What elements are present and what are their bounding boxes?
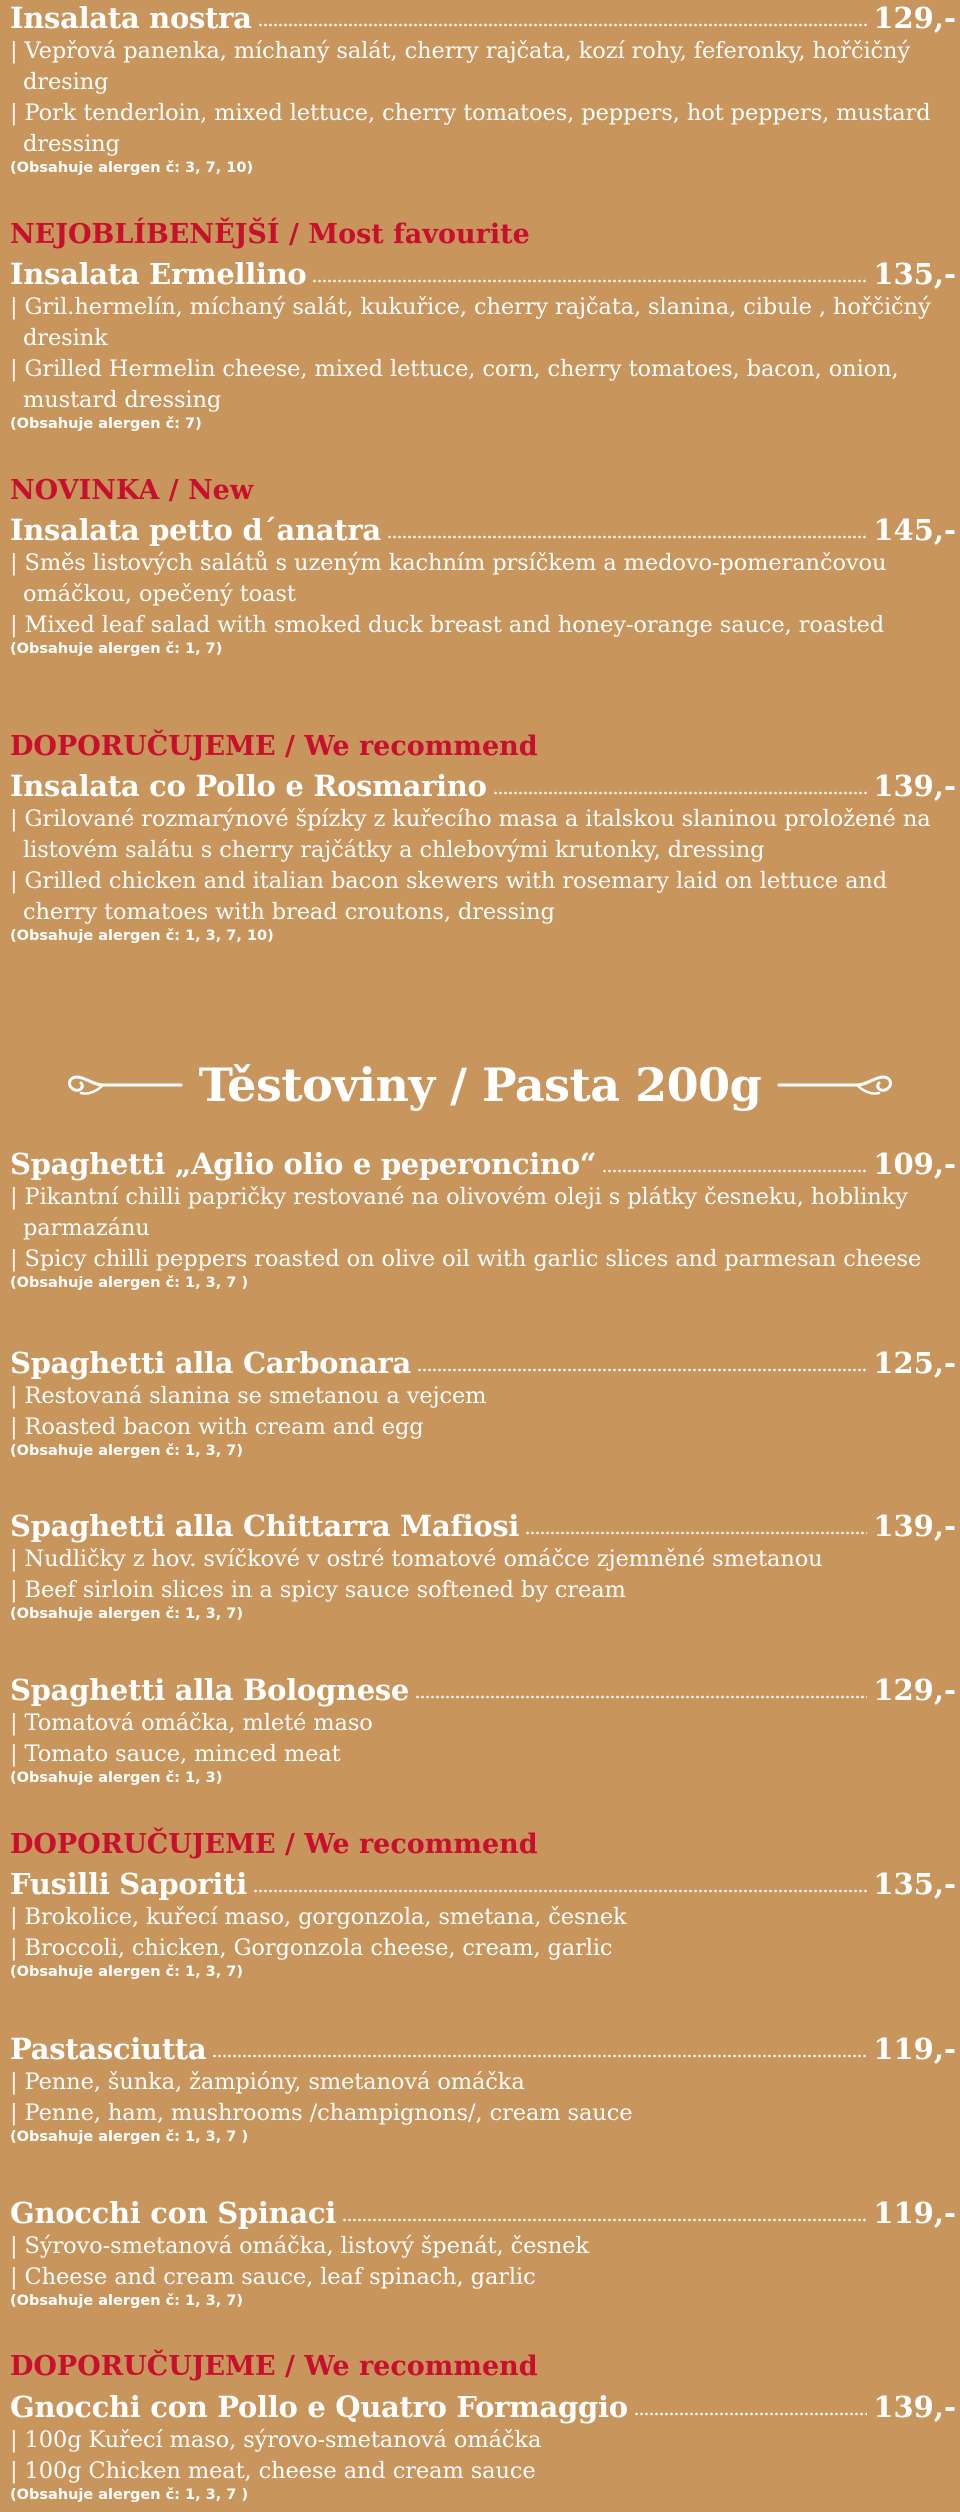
tag-we-recommend: DOPORUČUJEME / We recommend bbox=[10, 731, 538, 762]
tag-we-recommend: DOPORUČUJEME / We recommend bbox=[10, 2351, 538, 2382]
item-desc-en: | Grilled chicken and italian bacon skewers with rosemary laid on lettuce and cherry tomatoes with bread croutons, dressing bbox=[10, 866, 956, 928]
item-name: Pastasciutta bbox=[10, 2032, 207, 2066]
item-price: 119,- bbox=[873, 2032, 956, 2066]
item-desc-en: | Penne, ham, mushrooms /champignons/, cream sauce bbox=[10, 2098, 956, 2129]
item-allergen: (Obsahuje alergen č: 1, 3, 7, 10) bbox=[10, 928, 274, 944]
item-allergen: (Obsahuje alergen č: 3, 7, 10) bbox=[10, 160, 254, 176]
item-allergen: (Obsahuje alergen č: 1, 3) bbox=[10, 1770, 223, 1786]
item-price: 135,- bbox=[873, 257, 956, 291]
item-allergen: (Obsahuje alergen č: 1, 3, 7 ) bbox=[10, 2487, 249, 2503]
item-desc-cz: | Penne, šunka, žampióny, smetanová omáčka bbox=[10, 2067, 956, 2098]
item-name: Gnocchi con Pollo e Quatro Formaggio bbox=[10, 2390, 628, 2424]
item-desc-en: | Tomato sauce, minced meat bbox=[10, 1739, 956, 1770]
item-allergen: (Obsahuje alergen č: 7) bbox=[10, 416, 202, 432]
dot-leader bbox=[387, 535, 868, 539]
item-price: 145,- bbox=[873, 513, 956, 547]
item-name: Fusilli Saporiti bbox=[10, 1867, 247, 1901]
item-name: Gnocchi con Spinaci bbox=[10, 2196, 336, 2230]
item-desc-en: | 100g Chicken meat, cheese and cream sauce bbox=[10, 2456, 956, 2487]
menu-item-insalata-nostra bbox=[10, 0, 956, 178]
item-allergen: (Obsahuje alergen č: 1, 3, 7) bbox=[10, 1606, 244, 1622]
dot-leader bbox=[493, 791, 868, 795]
item-desc-cz: | Sýrovo-smetanová omáčka, listový špenát, česnek bbox=[10, 2231, 956, 2262]
menu-item-spaghetti-carbonara bbox=[10, 1345, 956, 1461]
item-allergen: (Obsahuje alergen č: 1, 3, 7) bbox=[10, 2293, 244, 2309]
item-title-row bbox=[10, 2031, 956, 2067]
item-name: Spaghetti „Aglio olio e peperoncino“ bbox=[10, 1147, 597, 1181]
item-title-row bbox=[10, 256, 956, 292]
item-title-row bbox=[10, 1866, 956, 1902]
tag-we-recommend: DOPORUČUJEME / We recommend bbox=[10, 1829, 538, 1860]
item-price: 125,- bbox=[873, 1346, 956, 1380]
item-desc-cz: | Směs listových salátů s uzeným kachním prsíčkem a medovo-pomerančovou omáčkou, opečený toast bbox=[10, 548, 956, 610]
item-desc-en: | Grilled Hermelin cheese, mixed lettuce, corn, cherry tomatoes, bacon, onion, mustard dressing bbox=[10, 354, 956, 416]
item-title-row bbox=[10, 0, 956, 36]
tag-new: NOVINKA / New bbox=[10, 475, 254, 506]
dot-leader bbox=[634, 2412, 868, 2416]
item-desc-cz: | 100g Kuřecí maso, sýrovo-smetanová omáčka bbox=[10, 2425, 956, 2456]
dot-leader bbox=[525, 1531, 867, 1535]
item-allergen: (Obsahuje alergen č: 1, 3, 7) bbox=[10, 1443, 244, 1459]
item-desc-cz: | Gril.hermelín, míchaný salát, kukuřice, cherry rajčata, slanina, cibule , hořčičný dresink bbox=[10, 292, 956, 354]
item-price: 139,- bbox=[873, 769, 956, 803]
dot-leader bbox=[258, 23, 868, 27]
item-desc-en: | Pork tenderloin, mixed lettuce, cherry tomatoes, peppers, hot peppers, mustard dressing bbox=[10, 98, 956, 160]
dot-leader bbox=[312, 279, 867, 283]
menu-item-insalata-petto-danatra bbox=[10, 512, 956, 659]
item-desc-cz: | Pikantní chilli papričky restované na olivovém oleji s plátky česneku, hoblinky parmazánu bbox=[10, 1182, 956, 1244]
menu-item-gnocchi-con-pollo bbox=[10, 2389, 956, 2505]
item-price: 109,- bbox=[873, 1147, 956, 1181]
item-price: 129,- bbox=[873, 1, 956, 35]
item-price: 135,- bbox=[873, 1867, 956, 1901]
item-desc-cz: | Grilované rozmarýnové špízky z kuřecího masa a italskou slaninou proložené na listovém salátu s cherry rajčátky a chlebovými krutonky, dressing bbox=[10, 804, 956, 866]
item-price: 119,- bbox=[873, 2196, 956, 2230]
item-desc-en: | Spicy chilli peppers roasted on olive oil with garlic slices and parmesan cheese bbox=[10, 1244, 956, 1275]
item-price: 129,- bbox=[873, 1673, 956, 1707]
item-allergen: (Obsahuje alergen č: 1, 7) bbox=[10, 641, 223, 657]
item-name: Spaghetti alla Chittarra Mafiosi bbox=[10, 1509, 520, 1543]
item-name: Insalata petto d´anatra bbox=[10, 513, 381, 547]
item-name: Spaghetti alla Carbonara bbox=[10, 1346, 411, 1380]
menu-item-spaghetti-chittarra-mafiosi bbox=[10, 1508, 956, 1624]
menu-item-fusilli-saporiti bbox=[10, 1866, 956, 1982]
menu-item-spaghetti-aglio-olio bbox=[10, 1146, 956, 1293]
menu-item-spaghetti-bolognese bbox=[10, 1672, 956, 1788]
dot-leader bbox=[253, 1889, 867, 1893]
item-allergen: (Obsahuje alergen č: 1, 3, 7) bbox=[10, 1964, 244, 1980]
menu-item-insalata-co-pollo bbox=[10, 768, 956, 946]
menu-item-pastasciutta bbox=[10, 2031, 956, 2147]
item-desc-en: | Broccoli, chicken, Gorgonzola cheese, cream, garlic bbox=[10, 1933, 956, 1964]
dot-leader bbox=[417, 1368, 867, 1372]
item-desc-en: | Roasted bacon with cream and egg bbox=[10, 1412, 956, 1443]
dot-leader bbox=[602, 1169, 867, 1173]
section-title: Těstoviny / Pasta 200g bbox=[198, 1058, 762, 1112]
item-title-row bbox=[10, 1345, 956, 1381]
item-allergen: (Obsahuje alergen č: 1, 3, 7 ) bbox=[10, 2129, 249, 2145]
item-title-row bbox=[10, 1672, 956, 1708]
item-desc-en: | Beef sirloin slices in a spicy sauce softened by cream bbox=[10, 1575, 956, 1606]
tag-most-favourite: NEJOBLÍBENĚJŠÍ / Most favourite bbox=[10, 219, 530, 250]
menu-item-gnocchi-con-spinaci bbox=[10, 2195, 956, 2311]
section-heading-pasta bbox=[0, 1050, 960, 1120]
item-desc-cz: | Vepřová panenka, míchaný salát, cherry rajčata, kozí rohy, feferonky, hořčičný dresing bbox=[10, 36, 956, 98]
item-name: Insalata nostra bbox=[10, 1, 252, 35]
ornament-swirl-left-icon bbox=[63, 1065, 183, 1105]
item-title-row bbox=[10, 1146, 956, 1182]
item-desc-cz: | Restovaná slanina se smetanou a vejcem bbox=[10, 1381, 956, 1412]
item-desc-en: | Cheese and cream sauce, leaf spinach, garlic bbox=[10, 2262, 956, 2293]
item-title-row bbox=[10, 1508, 956, 1544]
item-price: 139,- bbox=[873, 2390, 956, 2424]
item-allergen: (Obsahuje alergen č: 1, 3, 7 ) bbox=[10, 1275, 249, 1291]
item-title-row bbox=[10, 512, 956, 548]
item-desc-cz: | Tomatová omáčka, mleté maso bbox=[10, 1708, 956, 1739]
item-price: 139,- bbox=[873, 1509, 956, 1543]
item-title-row bbox=[10, 2195, 956, 2231]
dot-leader bbox=[415, 1695, 867, 1699]
item-name: Insalata co Pollo e Rosmarino bbox=[10, 769, 487, 803]
ornament-swirl-right-icon bbox=[777, 1065, 897, 1105]
item-desc-en: | Mixed leaf salad with smoked duck breast and honey-orange sauce, roasted bbox=[10, 610, 956, 641]
item-name: Spaghetti alla Bolognese bbox=[10, 1673, 410, 1707]
item-desc-cz: | Nudličky z hov. svíčkové v ostré tomatové omáčce zjemněné smetanou bbox=[10, 1544, 956, 1575]
menu-item-insalata-ermellino bbox=[10, 256, 956, 434]
item-name: Insalata Ermellino bbox=[10, 257, 307, 291]
item-title-row bbox=[10, 2389, 956, 2425]
item-title-row bbox=[10, 768, 956, 804]
dot-leader bbox=[342, 2218, 867, 2222]
item-desc-cz: | Brokolice, kuřecí maso, gorgonzola, smetana, česnek bbox=[10, 1902, 956, 1933]
dot-leader bbox=[212, 2054, 867, 2058]
